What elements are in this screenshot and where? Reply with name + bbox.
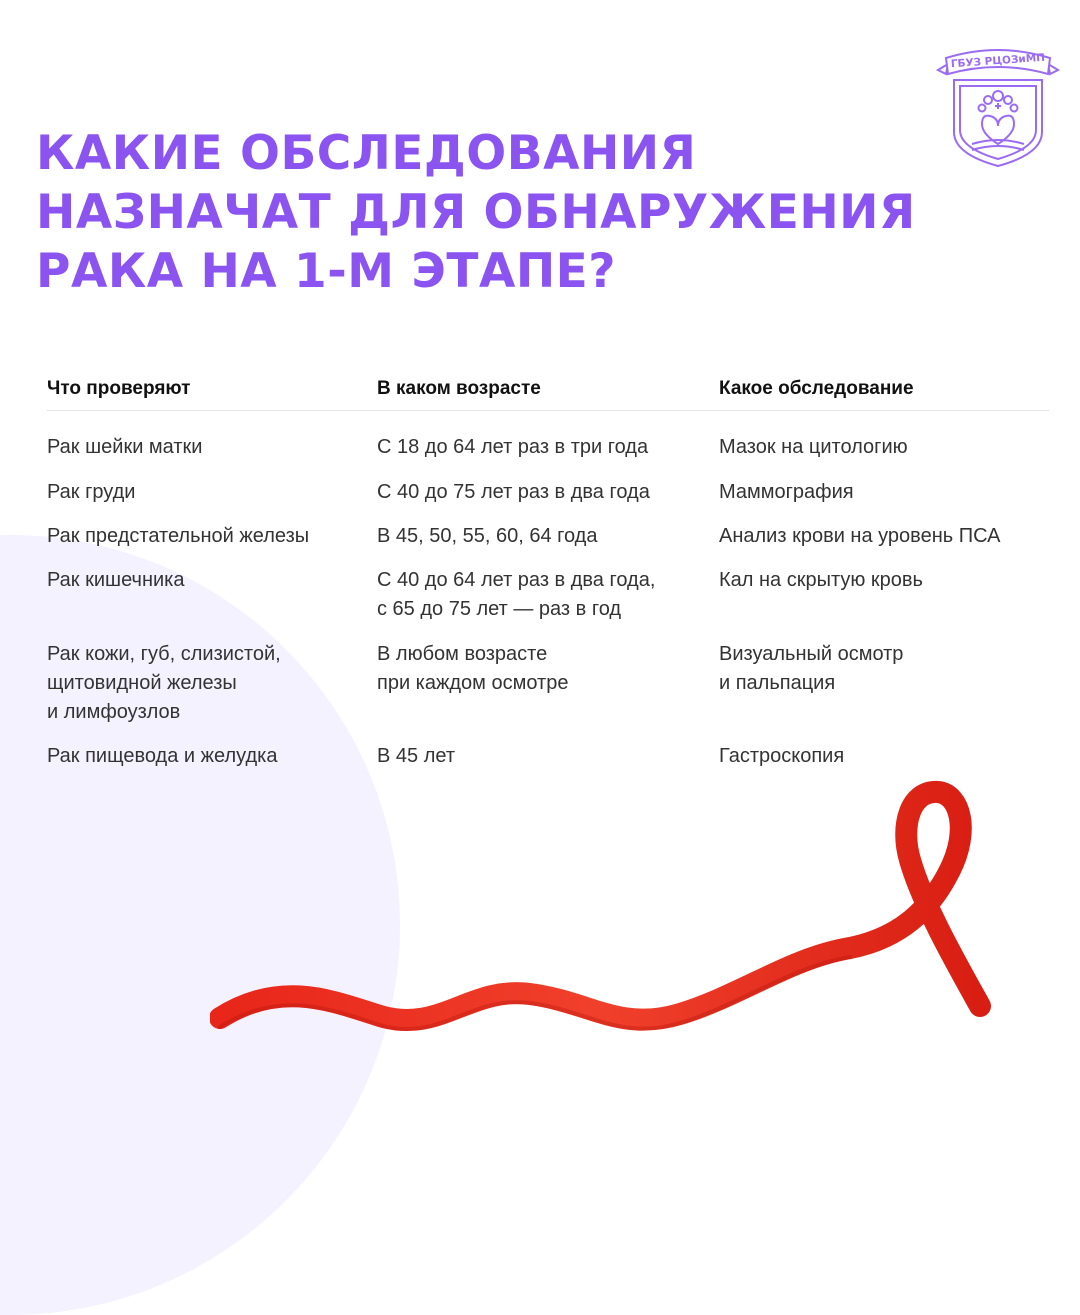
page-title bbox=[36, 124, 916, 301]
cell-age: В любом возрасте при каждом осмотре bbox=[377, 643, 569, 694]
table-row bbox=[47, 566, 1049, 640]
cell-age: В 45 лет bbox=[377, 745, 455, 767]
table-row bbox=[47, 478, 1049, 522]
awareness-ribbon-icon bbox=[210, 780, 1010, 1060]
column-header-what: Что проверяют bbox=[47, 378, 191, 399]
organization-logo bbox=[932, 40, 1064, 170]
cell-what: Рак груди bbox=[47, 481, 136, 503]
cell-what: Рак кишечника bbox=[47, 569, 185, 591]
cell-exam: Кал на скрытую кровь bbox=[719, 569, 923, 591]
cell-exam: Визуальный осмотр и пальпация bbox=[719, 643, 904, 694]
column-header-age: В каком возрасте bbox=[377, 378, 541, 399]
table-row bbox=[47, 742, 1049, 782]
cell-exam: Гастроскопия bbox=[719, 745, 845, 767]
table-row bbox=[47, 433, 1049, 478]
title-line: КАКИЕ ОБСЛЕДОВАНИЯ bbox=[36, 126, 697, 181]
cell-age: С 40 до 75 лет раз в два года bbox=[377, 481, 650, 503]
cell-what: Рак предстательной железы bbox=[47, 525, 310, 547]
cell-exam: Маммография bbox=[719, 481, 854, 503]
table-row bbox=[47, 640, 1049, 742]
cell-exam: Мазок на цитологию bbox=[719, 436, 908, 458]
cell-age: В 45, 50, 55, 60, 64 года bbox=[377, 525, 598, 547]
title-line: РАКА НА 1-М ЭТАПЕ? bbox=[36, 244, 617, 299]
cell-what: Рак шейки матки bbox=[47, 436, 203, 458]
table-body bbox=[47, 411, 1049, 782]
title-line: НАЗНАЧАТ ДЛЯ ОБНАРУЖЕНИЯ bbox=[36, 185, 916, 240]
column-header-exam: Какое обследование bbox=[719, 378, 914, 399]
table-row bbox=[47, 522, 1049, 566]
cell-exam: Анализ крови на уровень ПСА bbox=[719, 525, 1001, 547]
table-header bbox=[47, 372, 1049, 411]
screening-table bbox=[47, 372, 1049, 782]
cell-what: Рак пищевода и желудка bbox=[47, 745, 278, 767]
cell-age: С 18 до 64 лет раз в три года bbox=[377, 436, 649, 458]
cell-age: С 40 до 64 лет раз в два года, с 65 до 75 лет — раз в год bbox=[377, 569, 656, 620]
cell-what: Рак кожи, губ, слизистой, щитовидной железы и лимфоузлов bbox=[47, 643, 281, 723]
logo-text: ГБУЗ РЦОЗиМП bbox=[950, 51, 1046, 71]
